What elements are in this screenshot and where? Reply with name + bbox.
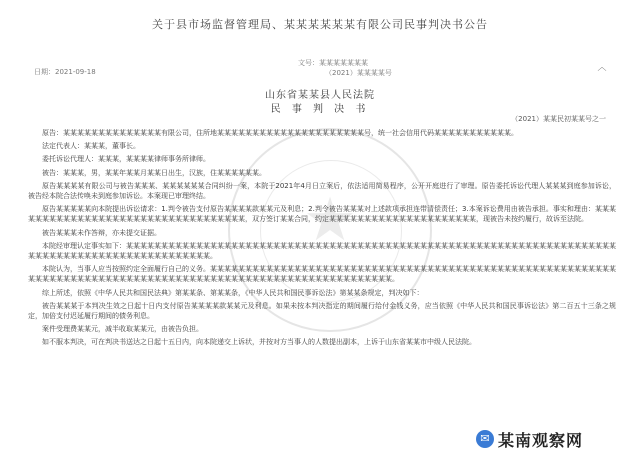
court-seal-watermark: ★ [228, 128, 432, 332]
paragraph-judgment: 被告某某某于本判决生效之日起十日内支付原告某某某某款某某元及利息。如果未按本判决指定的期间履行给付金钱义务，应当依照《中华人民共和国民事诉讼法》第二百五十三条之规定，加倍支付迟延履行期间的债务利息。 [28, 301, 616, 321]
paragraph-case-intro: 原告某某某某有限公司与被告某某某、某某某某某某合同纠纷一案，本院于2021年4月日立案后，依法适用简易程序，公开开庭进行了审理。原告委托诉讼代理人某某某到庭参加诉讼，被告经本院合法传唤未到庭参加诉讼。本案现已审理终结。 [28, 181, 616, 201]
paragraph-defendant: 被告：某某某，男，某某年某某月某某日出生，汉族，住某某某某某某。 [42, 168, 266, 177]
document-kind: 民 事 判 决 书 [270, 104, 370, 115]
paragraph-appeal: 如不服本判决，可在判决书送达之日起十五日内，向本院递交上诉状，并按对方当事人的人数提出副本，上诉于山东省某某市中级人民法院。 [42, 338, 476, 347]
case-number: （2021）某某民初某某号之一 [511, 115, 606, 123]
paragraph-reasoning: 本院认为，当事人应当按照约定全面履行自己的义务。某某某某某某某某某某某某某某某某某某某某某某某某某某某某某某某某某某某某某某某某某某某某某某某某某某某某某某某某某某某某某某某某某某某某某某某某某某某某某某某某某某某某某某某某某某某某某某某某某某某某某某某某某某某某某某。 [28, 265, 616, 284]
document-meta: 文号：某某某某某某某 [298, 59, 368, 67]
chevron-up-icon[interactable]: ︿ [597, 63, 607, 73]
document-number: （2021）某某某某号 [325, 69, 392, 77]
page-title: 关于县市场监督管理局、某某某某某某有限公司民事判决书公告 [152, 18, 488, 31]
paragraph-plaintiff: 原告：某某某某某某某某某某某某某某有限公司，住所地某某某某某某某某某某某某某某某某某某某某某号，统一社会信用代码某某某某某某某某某某某。 [42, 129, 518, 137]
paragraph-legal-basis: 综上所述，依照《中华人民共和国民法典》第某某条、第某某条，《中华人民共和国民事诉讼法》第某某条规定，判决如下： [42, 288, 424, 297]
paragraph-attorney: 委托诉讼代理人：某某某，某某某某律师事务所律师。 [42, 155, 210, 164]
chat-bubble-icon: ✉ [476, 430, 494, 448]
paragraph-fees: 案件受理费某某元，减半收取某某元，由被告负担。 [42, 325, 203, 334]
site-watermark [476, 428, 632, 450]
judgment-body [28, 128, 616, 351]
publish-date: 日期：2021-09-18 [34, 68, 96, 76]
court-name: 山东省某某县人民法院 [265, 90, 375, 101]
paragraph-defense: 被告某某某未作答辩，亦未提交证据。 [42, 228, 161, 237]
paragraph-claims: 原告某某某某某向本院提出诉讼请求：1.判令被告支付原告某某某某款某某元及利息；2.判令被告某某某对上述款项承担连带清偿责任；3.本案诉讼费用由被告承担。事实和理由：某某某某某某某某某某某某某某某某某某某某某某某某某某某某某某某某某某，双方签订某某合同，约定某某某某某某某某某某某某某某某某某某某某某，现被告未按约履行，故诉至法院。 [28, 205, 616, 224]
paragraph-facts: 本院经审理认定事实如下：某某某某某某某某某某某某某某某某某某某某某某某某某某某某某某某某某某某某某某某某某某某某某某某某某某某某某某某某某某某某某某某某某某某某某某某某某某某某某某某某某某某某某某某某某某某某某某某某。 [28, 241, 616, 261]
paragraph-legal-rep: 法定代表人：某某某，董事长。 [42, 142, 140, 151]
watermark-text: 某南观察网 [498, 430, 584, 450]
